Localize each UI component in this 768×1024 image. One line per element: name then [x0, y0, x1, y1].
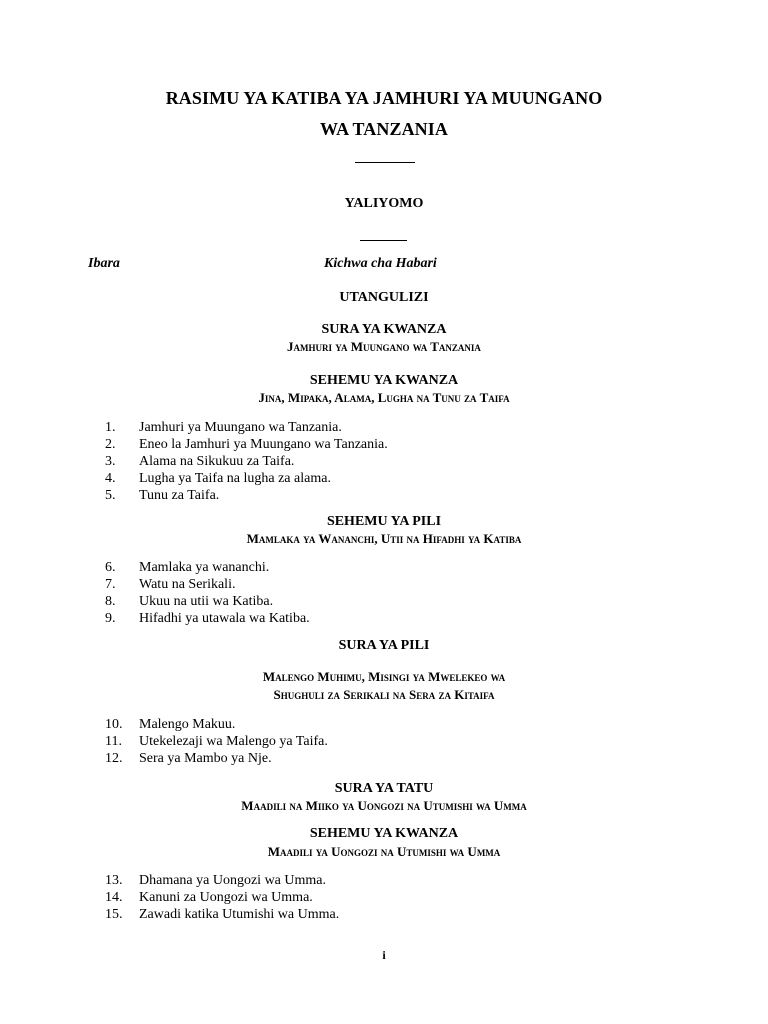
chapter-3-part-1-subtitle: Maadili ya Uongozi na Utumishi wa Umma	[267, 844, 501, 859]
list-item: 6. Mamlaka ya wananchi.	[105, 560, 270, 575]
contents-heading: YALIYOMO	[344, 196, 424, 211]
chapter-1-part-1-subtitle: Jina, Mipaka, Alama, Lugha na Tunu za Taifa	[258, 390, 510, 405]
title-divider	[355, 162, 415, 163]
contents-divider	[360, 240, 407, 241]
chapter-1-subtitle: Jamhuri ya Muungano wa Tanzania	[287, 339, 481, 354]
chapter-1-part-2-heading: SEHEMU YA PILI	[326, 514, 442, 529]
chapter-1-part-1-heading: SEHEMU YA KWANZA	[309, 373, 459, 388]
document-title-line-2: WA TANZANIA	[320, 119, 448, 139]
chapter-3-heading: SURA YA TATU	[334, 781, 434, 796]
list-item: 13. Dhamana ya Uongozi wa Umma.	[105, 873, 326, 888]
column-header-ibara: Ibara	[88, 256, 120, 271]
list-item: 5. Tunu za Taifa.	[105, 488, 220, 503]
list-item: 15. Zawadi katika Utumishi wa Umma.	[105, 907, 340, 922]
chapter-1-heading: SURA YA KWANZA	[321, 322, 447, 337]
list-item: 2. Eneo la Jamhuri ya Muungano wa Tanzania.	[105, 437, 388, 452]
preamble-heading: UTANGULIZI	[339, 290, 429, 305]
list-item: 11. Utekelezaji wa Malengo ya Taifa.	[105, 734, 328, 749]
list-item: 14. Kanuni za Uongozi wa Umma.	[105, 890, 313, 905]
chapter-2-heading: SURA YA PILI	[338, 638, 430, 653]
list-item: 7. Watu na Serikali.	[105, 577, 236, 592]
list-item: 10. Malengo Makuu.	[105, 717, 236, 732]
list-item: 3. Alama na Sikukuu za Taifa.	[105, 454, 295, 469]
list-item: 12. Sera ya Mambo ya Nje.	[105, 751, 272, 766]
chapter-2-subtitle-line-2: Shughuli za Serikali na Sera za Kitaifa	[273, 687, 495, 702]
chapter-3-subtitle: Maadili na Miiko ya Uongozi na Utumishi wa Umma	[241, 798, 527, 813]
chapter-1-part-2-subtitle: Mamlaka ya Wananchi, Utii na Hifadhi ya Katiba	[246, 531, 522, 546]
chapter-2-subtitle-line-1: Malengo Muhimu, Misingi ya Mwelekeo wa	[262, 669, 506, 684]
list-item: 1. Jamhuri ya Muungano wa Tanzania.	[105, 420, 342, 435]
list-item: 8. Ukuu na utii wa Katiba.	[105, 594, 274, 609]
page-number: i	[382, 948, 386, 962]
column-header-kichwa: Kichwa cha Habari	[324, 256, 437, 271]
chapter-3-part-1-heading: SEHEMU YA KWANZA	[309, 826, 459, 841]
list-item: 4. Lugha ya Taifa na lugha za alama.	[105, 471, 331, 486]
list-item: 9. Hifadhi ya utawala wa Katiba.	[105, 611, 310, 626]
document-title-line-1: RASIMU YA KATIBA YA JAMHURI YA MUUNGANO	[165, 88, 603, 108]
